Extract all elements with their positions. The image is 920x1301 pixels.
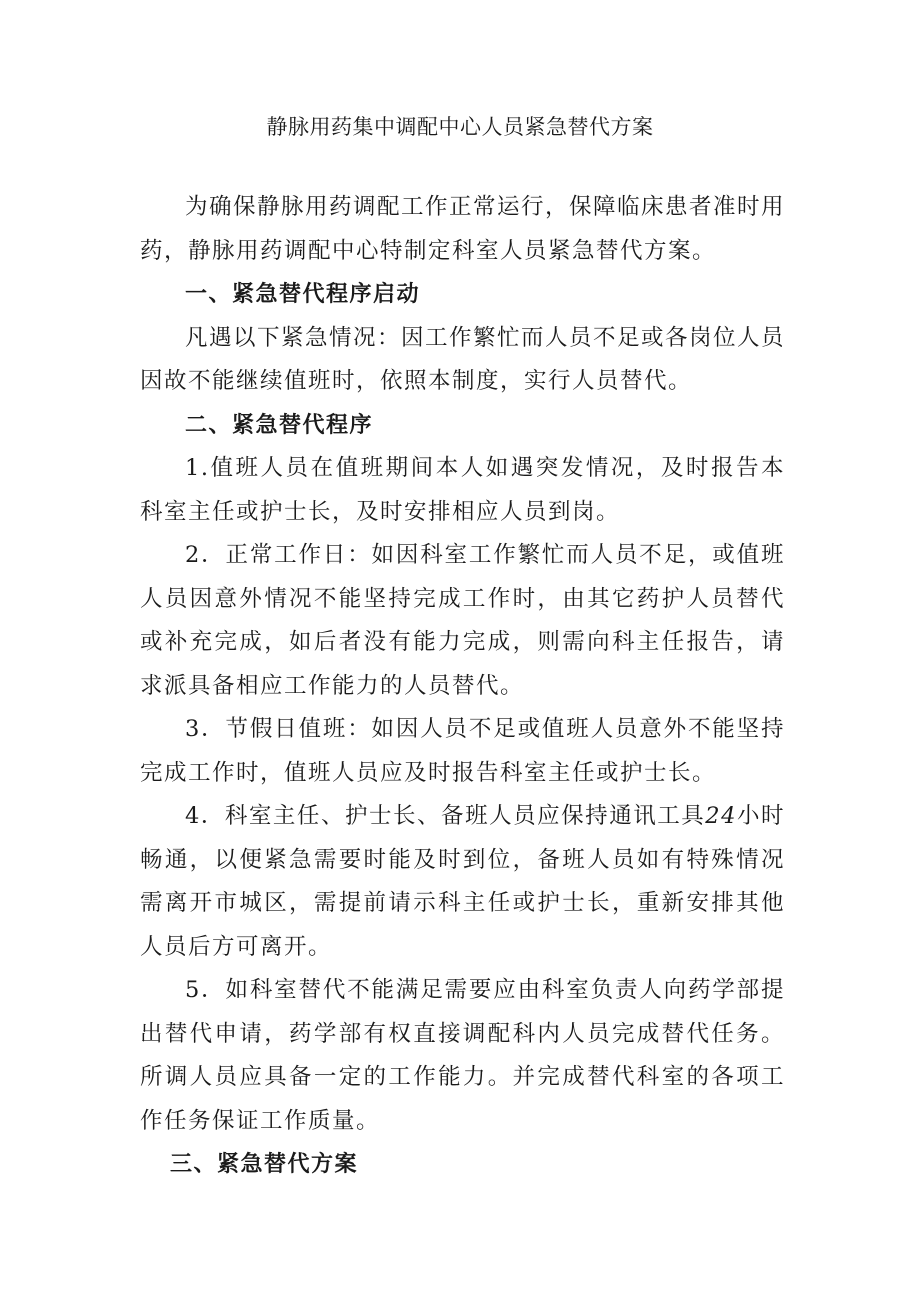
section-3-heading: 三、紧急替代方案 bbox=[170, 1151, 359, 1177]
section-2-item-4-rest: 小时畅通，以便紧急需要时能及时到位，备班人员如有特殊情况需离开市城区，需提前请示科主任或护士长，重新安排其他人员后方可离开。 bbox=[140, 803, 785, 960]
section-2-item-2: 2．正常工作日：如因科室工作繁忙而人员不足，或值班人员因意外情况不能坚持完成工作时，由其它药护人员替代或补充完成，如后者没有能力完成，则需向科主任报告，请求派具备相应工作能力的人员替代。 bbox=[140, 542, 785, 699]
section-2-heading: 二、紧急替代程序 bbox=[185, 411, 374, 438]
section-1-paragraph: 凡遇以下紧急情况：因工作繁忙而人员不足或各岗位人员因故不能继续值班时，依照本制度，实行人员替代。 bbox=[140, 324, 786, 394]
document-title: 静脉用药集中调配中心人员紧急替代方案 bbox=[266, 115, 654, 139]
section-1-heading: 一、紧急替代程序启动 bbox=[185, 281, 421, 307]
document-body bbox=[140, 186, 785, 1187]
section-2-item-4-lead: 4．科室主任、护士长、备班人员应保持通讯工具 bbox=[185, 803, 706, 829]
section-2-item-5: 5．如科室替代不能满足需要应由科室负责人向药学部提出替代申请，药学部有权直接调配科内人员完成替代任务。所调人员应具备一定的工作能力。并完成替代科室的各项工作任务保证工作质量。 bbox=[140, 977, 785, 1134]
intro-paragraph: 为确保静脉用药调配工作正常运行，保障临床患者准时用药，静脉用药调配中心特制定科室人员紧急替代方案。 bbox=[140, 194, 786, 264]
section-2-item-4-hours: 24 bbox=[705, 803, 737, 829]
section-2-item-3: 3．节假日值班：如因人员不足或值班人员意外不能坚持完成工作时，值班人员应及时报告科室主任或护士长。 bbox=[140, 716, 785, 786]
section-2-item-1: 1.值班人员在值班期间本人如遇突发情况，及时报告本科室主任或护士长，及时安排相应人员到岗。 bbox=[140, 455, 785, 525]
section-2-item-4 bbox=[140, 795, 785, 969]
